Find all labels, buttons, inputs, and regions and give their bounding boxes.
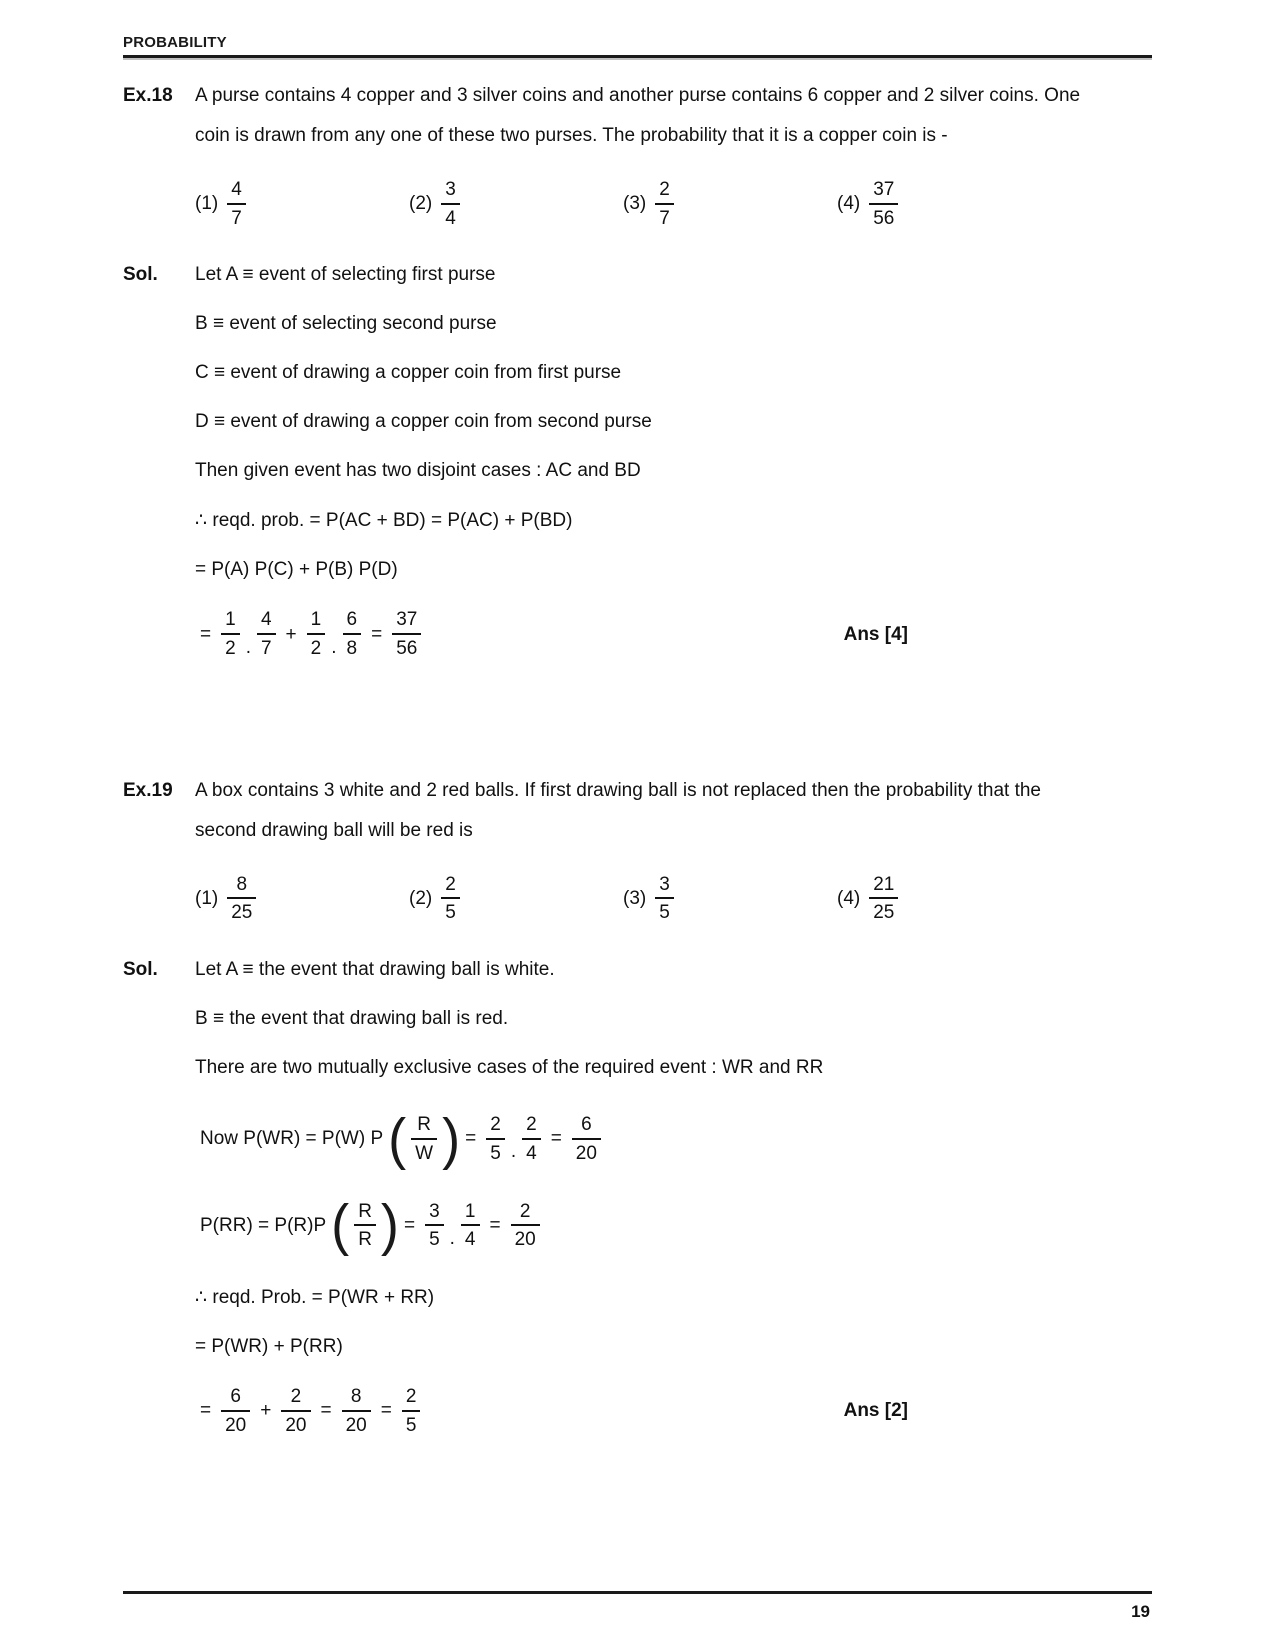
option-fraction	[655, 178, 674, 231]
fraction	[425, 1200, 444, 1253]
fraction-denominator: 5	[402, 1410, 421, 1438]
solution-line: C ≡ event of drawing a copper coin from first purse	[195, 362, 622, 384]
fraction-denominator: 7	[227, 203, 246, 231]
equation-text: =	[200, 623, 212, 645]
fraction-numerator: 1	[310, 609, 322, 631]
fraction-numerator: 2	[659, 178, 670, 200]
page-header	[123, 34, 1152, 58]
option-fraction	[227, 178, 246, 231]
fraction-denominator: 4	[522, 1138, 541, 1166]
solution-row	[123, 264, 1152, 313]
equation-text: P(RR) = P(R)P	[200, 1214, 327, 1236]
exercise-label: Ex.18	[123, 85, 173, 106]
fraction-numerator: 4	[231, 178, 242, 200]
solution-label: Sol.	[123, 959, 158, 981]
page-footer	[123, 1591, 1152, 1622]
fraction-numerator: R	[358, 1200, 372, 1222]
fraction	[402, 1385, 421, 1438]
fraction-denominator: 5	[486, 1138, 505, 1166]
option-fraction	[655, 873, 674, 926]
equation-text: =	[380, 1400, 392, 1422]
fraction-denominator: 5	[655, 897, 674, 925]
option-4	[837, 178, 1051, 231]
equation-row	[195, 1107, 1152, 1171]
header-title: PROBABILITY	[123, 34, 227, 51]
fraction	[392, 608, 421, 661]
solution-line: Let A ≡ event of selecting first purse	[195, 264, 496, 286]
equation-text: +	[285, 623, 297, 645]
fraction-numerator: 21	[873, 873, 895, 895]
question-row	[123, 771, 1152, 851]
fraction-denominator: 4	[441, 203, 460, 231]
fraction-denominator: 20	[342, 1410, 371, 1438]
multiplication-dot: .	[331, 636, 337, 658]
fraction	[257, 608, 276, 661]
fraction	[511, 1200, 540, 1253]
fraction	[522, 1113, 541, 1166]
page-number: 19	[1131, 1602, 1150, 1621]
fraction-numerator: 6	[230, 1386, 241, 1408]
solution-label: Sol.	[123, 264, 158, 286]
option-1	[195, 178, 409, 231]
equation-text: =	[371, 623, 383, 645]
question-text: A box contains 3 white and 2 red balls. If first drawing ball is not replaced then the probability that the second drawing ball will be red is	[195, 779, 1042, 841]
exercise-label: Ex.19	[123, 779, 173, 801]
option-number: (3)	[623, 193, 647, 215]
fraction-numerator: 8	[236, 873, 248, 895]
option-number: (4)	[837, 193, 861, 215]
equation-text: =	[489, 1214, 501, 1236]
left-paren: (	[388, 1107, 407, 1171]
fraction-denominator: 5	[425, 1224, 444, 1252]
equation	[195, 608, 426, 661]
fraction-numerator: 8	[350, 1386, 362, 1408]
fraction-numerator: 2	[526, 1114, 537, 1136]
equation-row	[195, 1193, 1152, 1257]
fraction	[411, 1113, 437, 1166]
fraction-denominator: 56	[392, 633, 421, 661]
fraction-numerator: 1	[225, 609, 236, 631]
question-row	[123, 76, 1152, 156]
fraction-denominator: 25	[227, 897, 256, 925]
solution-line: There are two mutually exclusive cases of the required event : WR and RR	[195, 1057, 824, 1079]
fraction	[281, 1385, 310, 1438]
option-1	[195, 873, 409, 926]
option-fraction	[869, 178, 898, 231]
fraction-denominator: 20	[572, 1138, 601, 1166]
fraction-numerator: 37	[873, 178, 895, 200]
equation	[195, 1193, 545, 1257]
multiplication-dot: .	[245, 636, 251, 658]
equation	[195, 1385, 425, 1438]
solution-line: = P(A) P(C) + P(B) P(D)	[195, 559, 398, 581]
option-fraction	[441, 178, 460, 231]
option-number: (2)	[409, 887, 433, 909]
footer-rule	[123, 1591, 1152, 1594]
solution-line: ∴ reqd. Prob. = P(WR + RR)	[195, 1287, 435, 1309]
fraction-numerator: 6	[346, 609, 358, 631]
fraction-numerator: 2	[290, 1386, 302, 1408]
fraction-denominator: 25	[869, 897, 898, 925]
fraction-denominator: 20	[281, 1410, 310, 1438]
fraction-numerator: R	[417, 1114, 431, 1136]
solution-line: D ≡ event of drawing a copper coin from second purse	[195, 411, 652, 433]
option-3	[623, 873, 837, 926]
fraction-denominator: 2	[221, 633, 240, 661]
fraction-numerator: 37	[396, 609, 418, 631]
fraction	[342, 1385, 371, 1438]
fraction-denominator: 20	[221, 1410, 250, 1438]
equation-row	[195, 608, 1152, 661]
fraction-denominator: R	[354, 1224, 376, 1252]
fraction-numerator: 2	[490, 1114, 501, 1136]
fraction-numerator: 2	[445, 873, 456, 895]
exercise-18	[123, 58, 1152, 691]
fraction	[221, 1385, 250, 1438]
fraction-denominator: 56	[869, 203, 898, 231]
fraction-denominator: W	[411, 1138, 437, 1166]
right-paren: )	[442, 1107, 461, 1171]
fraction-numerator: 2	[405, 1386, 417, 1408]
fraction-denominator: 8	[343, 633, 362, 661]
fraction	[572, 1113, 601, 1166]
fraction-numerator: 2	[519, 1200, 531, 1222]
option-4	[837, 873, 1051, 926]
option-3	[623, 178, 837, 231]
fraction-numerator: 3	[659, 873, 670, 895]
solution-line: Let A ≡ the event that drawing ball is white.	[195, 959, 555, 981]
fraction-numerator: 4	[260, 609, 272, 631]
option-fraction	[441, 873, 460, 926]
option-number: (4)	[837, 887, 861, 909]
solution-line: Then given event has two disjoint cases : AC and BD	[195, 460, 641, 482]
answer-label: Ans [2]	[843, 1400, 908, 1422]
fraction-denominator: 7	[257, 633, 276, 661]
equation	[195, 1107, 606, 1171]
fraction	[307, 608, 326, 661]
equation-text: =	[403, 1214, 416, 1236]
solution-line: B ≡ the event that drawing ball is red.	[195, 1008, 509, 1030]
fraction	[221, 608, 240, 661]
solution-row	[123, 959, 1152, 1008]
options-row	[195, 178, 1152, 231]
fraction	[461, 1200, 480, 1253]
fraction-denominator: 20	[511, 1224, 540, 1252]
fraction-denominator: 5	[441, 897, 460, 925]
equation-text: =	[200, 1400, 212, 1422]
solution-line: B ≡ event of selecting second purse	[195, 313, 497, 335]
fraction	[343, 608, 362, 661]
option-2	[409, 178, 623, 231]
fraction-denominator: 4	[461, 1224, 480, 1252]
option-number: (2)	[409, 193, 433, 215]
options-row	[195, 873, 1152, 926]
fraction-denominator: 7	[655, 203, 674, 231]
answer-label: Ans [4]	[843, 623, 908, 645]
fraction-numerator: 1	[464, 1200, 476, 1222]
option-fraction	[869, 873, 898, 926]
fraction	[354, 1200, 376, 1253]
fraction-numerator: 3	[429, 1200, 440, 1222]
option-number: (1)	[195, 193, 219, 215]
fraction-denominator: 2	[307, 633, 326, 661]
fraction	[486, 1113, 505, 1166]
multiplication-dot: .	[449, 1227, 455, 1249]
fraction-numerator: 6	[581, 1114, 592, 1136]
equation-text: =	[550, 1128, 562, 1150]
option-2	[409, 873, 623, 926]
left-paren: (	[331, 1193, 350, 1257]
question-text: A purse contains 4 copper and 3 silver coins and another purse contains 6 copper and 2 silver coins. One coin is drawn from any one of these two purses. The probability that it is a copper coin is -	[195, 85, 1081, 146]
option-fraction	[227, 873, 256, 926]
equation-row	[195, 1385, 1152, 1438]
solution-line: = P(WR) + P(RR)	[195, 1336, 343, 1358]
equation-text: =	[320, 1400, 332, 1422]
equation-text: =	[465, 1128, 477, 1150]
equation-text: +	[260, 1400, 272, 1422]
option-number: (3)	[623, 887, 647, 909]
right-paren: )	[380, 1193, 399, 1257]
equation-text: Now P(WR) = P(W) P	[200, 1128, 384, 1150]
fraction-numerator: 3	[445, 178, 456, 200]
exercise-19	[123, 753, 1152, 1452]
option-number: (1)	[195, 887, 219, 909]
solution-line: ∴ reqd. prob. = P(AC + BD) = P(AC) + P(BD)	[195, 510, 573, 532]
multiplication-dot: .	[510, 1141, 517, 1163]
